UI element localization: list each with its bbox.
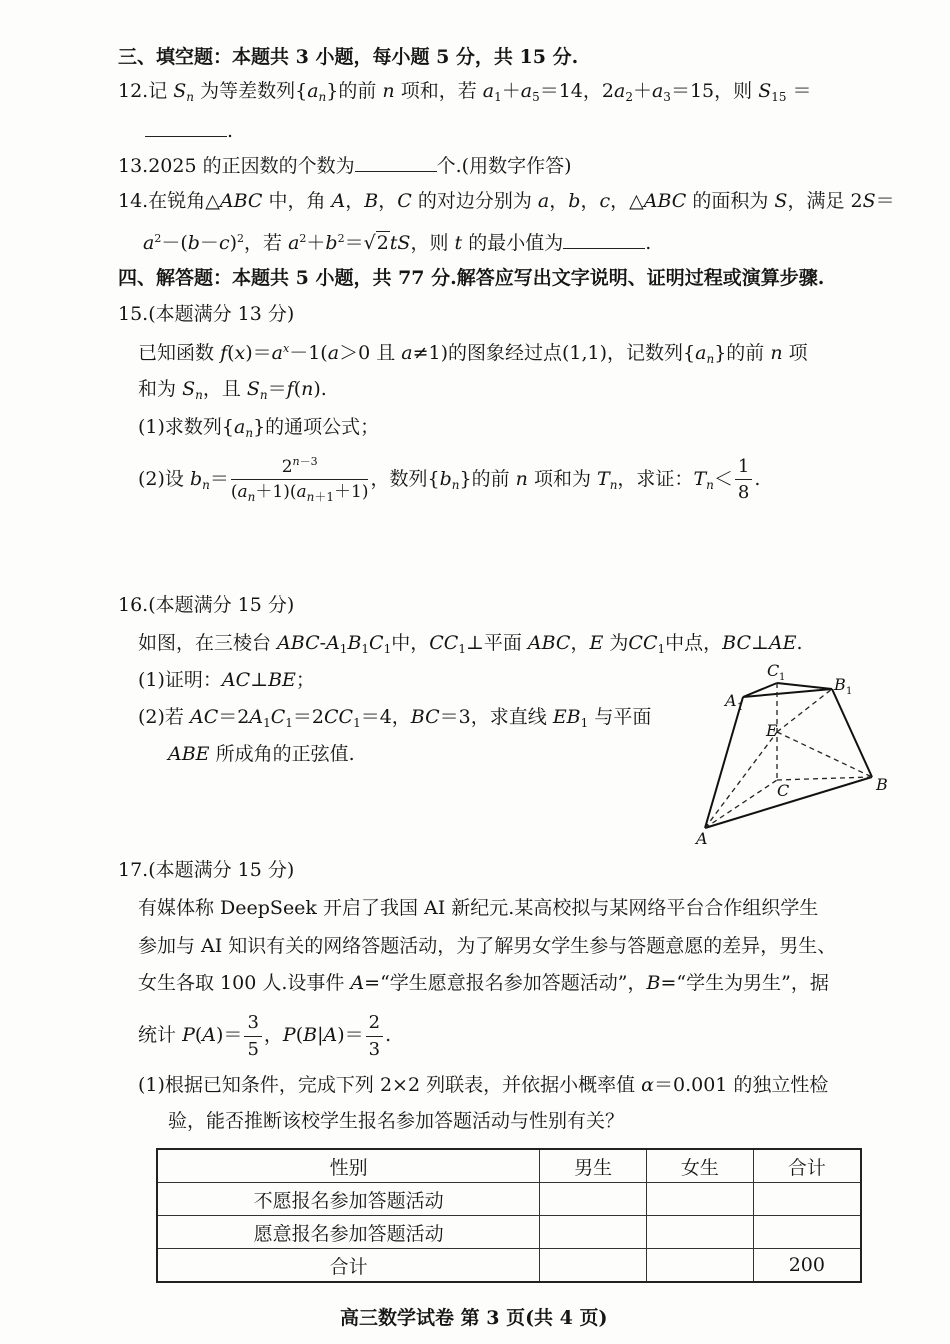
label-B1: B [834, 675, 846, 694]
table-cell[interactable] [647, 1216, 754, 1249]
edge-A1B1 [743, 689, 832, 697]
svg-text:1: 1 [737, 702, 744, 713]
q15-part-2: (2)设 $b_n=$ $\frac{2^{n-3}}{(a_n+1)(a_{n+1}+1)}$ ，数列$\{b_n\}$的前 n 项和为 $T_n$，求证：$T_n<$ $\frac{1}{8}$ . [138, 455, 761, 505]
label-B: B [876, 775, 888, 794]
table-header: 合计 [753, 1149, 861, 1183]
table-header: 男生 [540, 1149, 647, 1183]
label-C: C [777, 781, 790, 800]
q17-stem-4: 统计 P(A)＝ $\frac{3}{5}$ ，P(B|A)＝ $\frac{2}{3}$ . [138, 1012, 392, 1060]
q14-answer-blank[interactable] [563, 230, 645, 249]
q16-part-2-cont: ABE 所成角的正弦值. [168, 743, 355, 765]
question-14: 14.在锐角△ABC 中，角 A，B，C 的对边分别为 a，b，c，△ABC 的面积为 S，满足 2S＝ [118, 190, 895, 212]
q16-stem: 如图，在三棱台 ABC-$A_1B_1C_1$中，$CC_1\perp$平面 ABC，E 为$CC_1$中点，BC⊥AE. [138, 632, 803, 656]
q13-answer-blank[interactable] [355, 153, 437, 172]
segment-EB [777, 732, 872, 777]
question-14-cont: $a^2-(b-c)^2$，若 $a^2+b^2=√2tS$，则 t 的最小值为 . [143, 232, 652, 254]
table-row [157, 1249, 861, 1283]
frustum-figure [690, 660, 910, 850]
contingency-table [156, 1148, 862, 1283]
q17-title: 17.(本题满分 15 分) [118, 859, 295, 881]
q15-stem-1: 已知函数 $f(x)=a^x-1(a>0$ 且 a≠1)的图象经过点(1,1)，记数列$\{a_n\}$的前 n 项 [138, 342, 808, 366]
table-cell: 200 [753, 1249, 861, 1283]
question-12: 12.记 $S_n$ 为等差数列$\{a_n\}$的前 n 项和，若 $a_1+a_5=14$，$2a_2+a_3=15$，则 $S_{15}$ ＝ [118, 80, 812, 104]
row-label: 不愿报名参加答题活动 [157, 1183, 540, 1216]
table-header: 性别 [157, 1149, 540, 1183]
q12-answer-blank[interactable]: . [145, 118, 233, 143]
edge-CB [777, 777, 872, 780]
table-cell[interactable] [540, 1183, 647, 1216]
table-cell[interactable] [647, 1183, 754, 1216]
table-header-row [157, 1149, 861, 1183]
row-label: 合计 [157, 1249, 540, 1283]
table-cell[interactable] [753, 1216, 861, 1249]
table-cell[interactable] [540, 1249, 647, 1283]
q17-stem-2: 参加与 AI 知识有关的网络答题活动，为了解男女学生参与答题意愿的差异，男生、 [138, 935, 837, 957]
q16-part-1: (1)证明：AC⊥BE； [138, 669, 315, 691]
q15-stem-2: 和为 $S_n$，且 $S_n=f(n)$. [138, 378, 327, 402]
table-cell[interactable] [753, 1183, 861, 1216]
q15-title: 15.(本题满分 13 分) [118, 303, 295, 325]
q15-part-1: (1)求数列$\{a_n\}$的通项公式； [138, 416, 380, 440]
q16-title: 16.(本题满分 15 分) [118, 594, 295, 616]
table-row [157, 1216, 861, 1249]
q17-part-1-cont: 验，能否推断该校学生报名参加答题活动与性别有关？ [168, 1110, 625, 1132]
page-footer: 高三数学试卷 第 3 页(共 4 页) [340, 1307, 608, 1329]
edge-AA1 [705, 697, 743, 828]
label-C1: C [767, 661, 780, 680]
table-header: 女生 [647, 1149, 754, 1183]
question-13: 13.2025 的正因数的个数为 个.(用数字作答) [118, 155, 572, 177]
segment-EB1 [777, 689, 832, 732]
table-cell[interactable] [540, 1216, 647, 1249]
table-row [157, 1183, 861, 1216]
row-label: 愿意报名参加答题活动 [157, 1216, 540, 1249]
svg-text:1: 1 [846, 686, 853, 697]
q17-stem-1: 有媒体称 DeepSeek 开启了我国 AI 新纪元.某高校拟与某网络平台合作组织学生 [138, 897, 819, 919]
section3-header: 三、填空题：本题共 3 小题，每小题 5 分，共 15 分. [118, 46, 579, 68]
bn-fraction: $\frac{2^{n-3}}{(a_n+1)(a_{n+1}+1)}$ [230, 455, 369, 505]
label-A1: A [725, 691, 737, 710]
edge-C1B1 [777, 683, 832, 689]
label-A: A [696, 829, 708, 848]
segment-AE [705, 732, 777, 828]
svg-text:1: 1 [779, 672, 786, 683]
q17-stem-3: 女生各取 100 人.设事件 A=“学生愿意报名参加答题活动”，B=“学生为男生”，据 [138, 972, 829, 994]
q16-part-2: (2)若 $AC=2A_1C_1=2CC_1=4$，BC＝3，求直线 $EB_1$ 与平面 [138, 706, 652, 730]
q17-part-1: (1)根据已知条件，完成下列 2×2 列联表，并依据小概率值 α＝0.001 的独立性检 [138, 1074, 829, 1096]
table-cell[interactable] [647, 1249, 754, 1283]
label-E: E [766, 721, 778, 740]
section4-header: 四、解答题：本题共 5 小题，共 77 分.解答应写出文字说明、证明过程或演算步骤. [118, 267, 825, 289]
edge-BB1 [832, 689, 872, 777]
